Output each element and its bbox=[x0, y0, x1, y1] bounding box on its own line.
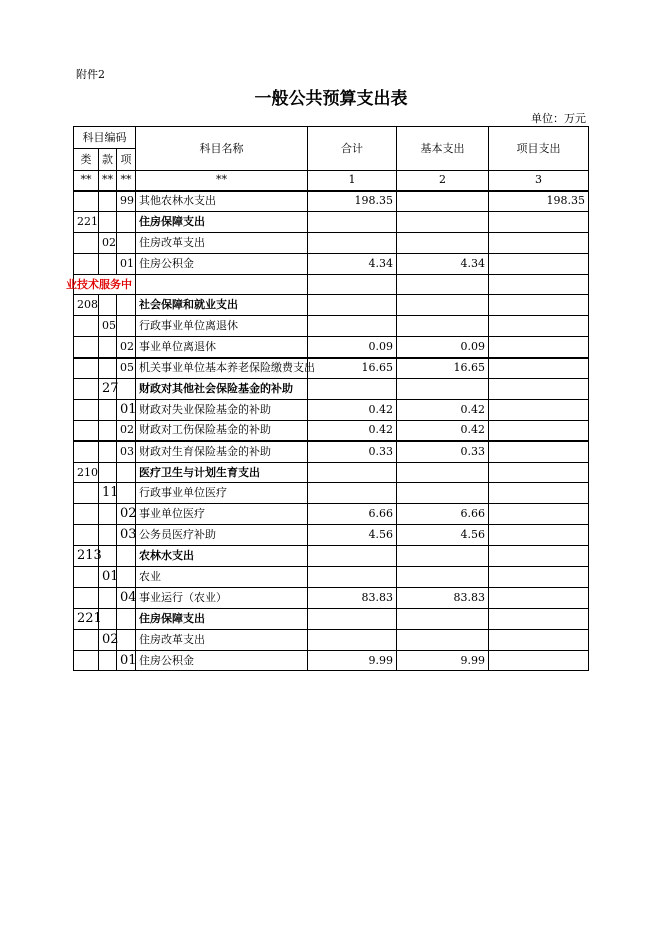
total-cell: 9.99 bbox=[308, 650, 397, 671]
table-row bbox=[74, 504, 589, 525]
total-cell bbox=[308, 608, 397, 629]
table-row bbox=[74, 546, 589, 567]
xiang-code-cell: 01 bbox=[117, 399, 136, 420]
lei-code-cell bbox=[74, 316, 99, 337]
kuan-code-cell bbox=[99, 462, 117, 483]
lei-code-cell: 221 bbox=[74, 211, 99, 232]
subject-name-cell: 其他农林水支出 bbox=[136, 191, 308, 212]
basic-cell: 83.83 bbox=[397, 587, 489, 608]
subject-name-cell: 机关事业单位基本养老保险缴费支出 bbox=[136, 358, 308, 379]
subject-name-cell: 农林水支出 bbox=[136, 546, 308, 567]
subject-name-cell: 事业单位医疗 bbox=[136, 504, 308, 525]
xiang-code-cell bbox=[117, 462, 136, 483]
basic-cell bbox=[397, 483, 489, 504]
subject-name-cell: 公务员医疗补助 bbox=[136, 525, 308, 546]
total-cell bbox=[308, 546, 397, 567]
lei-code-cell bbox=[74, 587, 99, 608]
lei-code-cell: 业技术服务中 bbox=[74, 274, 136, 295]
table-row bbox=[74, 420, 589, 441]
kuan-code-cell: 01 bbox=[99, 567, 117, 588]
basic-cell: 0.42 bbox=[397, 420, 489, 441]
total-cell: 0.42 bbox=[308, 399, 397, 420]
lei-code-cell bbox=[74, 504, 99, 525]
xiang-code-cell bbox=[117, 232, 136, 253]
project-cell bbox=[489, 504, 589, 525]
kuan-code-cell: 02 bbox=[99, 629, 117, 650]
table-row bbox=[74, 525, 589, 546]
subject-name-cell: 住房改革支出 bbox=[136, 232, 308, 253]
xiang-code-cell bbox=[117, 379, 136, 400]
subject-name-cell: 行政事业单位医疗 bbox=[136, 483, 308, 504]
total-cell: 4.56 bbox=[308, 525, 397, 546]
total-cell: 16.65 bbox=[308, 358, 397, 379]
index-cell: 1 bbox=[308, 171, 397, 191]
project-cell bbox=[489, 232, 589, 253]
lei-code-cell bbox=[74, 232, 99, 253]
xiang-code-cell: 02 bbox=[117, 504, 136, 525]
project-cell bbox=[489, 316, 589, 337]
kuan-code-cell bbox=[99, 525, 117, 546]
total-cell: 83.83 bbox=[308, 587, 397, 608]
table-row bbox=[74, 232, 589, 253]
budget-table-body bbox=[66, 127, 589, 671]
subject-name-cell: 社会保障和就业支出 bbox=[136, 295, 308, 316]
total-cell bbox=[308, 316, 397, 337]
xiang-code-cell: 01 bbox=[117, 650, 136, 671]
basic-cell: 4.34 bbox=[397, 253, 489, 274]
kuan-code-cell bbox=[99, 358, 117, 379]
kuan-code-cell bbox=[99, 191, 117, 212]
total-cell: 0.33 bbox=[308, 441, 397, 462]
lei-code-cell bbox=[74, 191, 99, 212]
xiang-code-cell: 03 bbox=[117, 525, 136, 546]
header-xiang: 项 bbox=[117, 149, 136, 171]
kuan-code-cell bbox=[99, 504, 117, 525]
lei-code-cell: 210 bbox=[74, 462, 99, 483]
project-cell bbox=[489, 420, 589, 441]
total-cell bbox=[308, 379, 397, 400]
project-cell bbox=[489, 525, 589, 546]
subject-name-cell: 住房保障支出 bbox=[136, 211, 308, 232]
subject-name-cell: 财政对生育保险基金的补助 bbox=[136, 441, 308, 462]
table-row bbox=[74, 483, 589, 504]
header-total: 合计 bbox=[308, 127, 397, 171]
lei-code-cell bbox=[74, 525, 99, 546]
index-cell: ** bbox=[74, 171, 99, 191]
project-cell bbox=[489, 650, 589, 671]
total-cell bbox=[308, 462, 397, 483]
table-row bbox=[74, 379, 589, 400]
project-cell bbox=[489, 274, 589, 295]
xiang-code-cell: 01 bbox=[117, 253, 136, 274]
header-lei: 类 bbox=[74, 149, 99, 171]
kuan-code-cell bbox=[99, 399, 117, 420]
subject-name-cell bbox=[136, 274, 308, 295]
basic-cell bbox=[397, 295, 489, 316]
basic-cell: 0.09 bbox=[397, 337, 489, 358]
index-cell: 2 bbox=[397, 171, 489, 191]
xiang-code-cell: 02 bbox=[117, 337, 136, 358]
xiang-code-cell: 04 bbox=[117, 587, 136, 608]
index-row bbox=[74, 171, 589, 191]
table-row bbox=[74, 295, 589, 316]
subject-name-cell: 住房改革支出 bbox=[136, 629, 308, 650]
project-cell bbox=[489, 358, 589, 379]
header-row-1 bbox=[74, 127, 589, 149]
kuan-code-cell bbox=[99, 587, 117, 608]
index-cell: ** bbox=[117, 171, 136, 191]
subject-name-cell: 财政对失业保险基金的补助 bbox=[136, 399, 308, 420]
basic-cell: 6.66 bbox=[397, 504, 489, 525]
project-cell bbox=[489, 211, 589, 232]
project-cell bbox=[489, 567, 589, 588]
xiang-code-cell bbox=[117, 316, 136, 337]
basic-cell: 0.42 bbox=[397, 399, 489, 420]
xiang-code-cell bbox=[117, 567, 136, 588]
basic-cell bbox=[397, 232, 489, 253]
kuan-code-cell bbox=[99, 650, 117, 671]
total-cell bbox=[308, 232, 397, 253]
page-title: 一般公共预算支出表 bbox=[254, 89, 408, 109]
basic-cell bbox=[397, 462, 489, 483]
project-cell bbox=[489, 295, 589, 316]
basic-cell: 0.33 bbox=[397, 441, 489, 462]
project-cell bbox=[489, 337, 589, 358]
subject-name-cell: 农业 bbox=[136, 567, 308, 588]
basic-cell bbox=[397, 211, 489, 232]
project-cell bbox=[489, 379, 589, 400]
subject-name-cell: 医疗卫生与计划生育支出 bbox=[136, 462, 308, 483]
basic-cell bbox=[397, 567, 489, 588]
total-cell bbox=[308, 629, 397, 650]
table-row bbox=[74, 191, 589, 212]
kuan-code-cell bbox=[99, 211, 117, 232]
total-cell bbox=[308, 295, 397, 316]
index-cell: 3 bbox=[489, 171, 589, 191]
project-cell bbox=[489, 587, 589, 608]
project-cell bbox=[489, 399, 589, 420]
project-cell bbox=[489, 608, 589, 629]
kuan-code-cell: 02 bbox=[99, 232, 117, 253]
project-cell bbox=[489, 629, 589, 650]
project-cell bbox=[489, 253, 589, 274]
lei-code-cell bbox=[74, 358, 99, 379]
project-cell bbox=[489, 441, 589, 462]
table-row bbox=[74, 441, 589, 462]
header-subject-code: 科目编码 bbox=[74, 127, 136, 149]
project-cell bbox=[489, 546, 589, 567]
lei-code-cell bbox=[74, 420, 99, 441]
total-cell: 0.09 bbox=[308, 337, 397, 358]
kuan-code-cell: 27 bbox=[99, 379, 117, 400]
basic-cell bbox=[397, 608, 489, 629]
budget-table bbox=[66, 126, 589, 671]
lei-code-cell: 221 bbox=[74, 608, 99, 629]
unit-label: 单位：万元 bbox=[531, 112, 586, 125]
kuan-code-cell bbox=[99, 253, 117, 274]
basic-cell: 4.56 bbox=[397, 525, 489, 546]
xiang-code-cell bbox=[117, 546, 136, 567]
subject-name-cell: 事业运行（农业） bbox=[136, 587, 308, 608]
lei-code-cell bbox=[74, 337, 99, 358]
subject-name-cell: 住房公积金 bbox=[136, 650, 308, 671]
total-cell: 4.34 bbox=[308, 253, 397, 274]
subject-name-cell: 住房公积金 bbox=[136, 253, 308, 274]
xiang-code-cell bbox=[117, 295, 136, 316]
project-cell: 198.35 bbox=[489, 191, 589, 212]
table-row bbox=[74, 399, 589, 420]
xiang-code-cell: 03 bbox=[117, 441, 136, 462]
basic-cell: 16.65 bbox=[397, 358, 489, 379]
xiang-code-cell: 99 bbox=[117, 191, 136, 212]
table-row bbox=[74, 629, 589, 650]
kuan-code-cell bbox=[99, 420, 117, 441]
table-row bbox=[74, 274, 589, 295]
xiang-code-cell: 05 bbox=[117, 358, 136, 379]
kuan-code-cell bbox=[99, 441, 117, 462]
basic-cell bbox=[397, 629, 489, 650]
lei-code-cell bbox=[74, 629, 99, 650]
basic-cell bbox=[397, 316, 489, 337]
subject-name-cell: 住房保障支出 bbox=[136, 608, 308, 629]
basic-cell bbox=[397, 274, 489, 295]
header-basic: 基本支出 bbox=[397, 127, 489, 171]
total-cell: 6.66 bbox=[308, 504, 397, 525]
lei-code-cell: 213 bbox=[74, 546, 99, 567]
header-kuan: 款 bbox=[99, 149, 117, 171]
header-project: 项目支出 bbox=[489, 127, 589, 171]
total-cell: 0.42 bbox=[308, 420, 397, 441]
subject-name-cell: 财政对其他社会保险基金的补助 bbox=[136, 379, 308, 400]
total-cell bbox=[308, 274, 397, 295]
total-cell bbox=[308, 483, 397, 504]
subject-name-cell: 行政事业单位离退休 bbox=[136, 316, 308, 337]
lei-code-cell bbox=[74, 483, 99, 504]
total-cell bbox=[308, 567, 397, 588]
table-row bbox=[74, 567, 589, 588]
total-cell bbox=[308, 211, 397, 232]
kuan-code-cell bbox=[99, 337, 117, 358]
xiang-code-cell bbox=[117, 483, 136, 504]
lei-code-cell bbox=[74, 379, 99, 400]
table-row bbox=[74, 650, 589, 671]
table-row bbox=[74, 358, 589, 379]
lei-code-cell bbox=[74, 567, 99, 588]
kuan-code-cell: 05 bbox=[99, 316, 117, 337]
xiang-code-cell bbox=[117, 629, 136, 650]
header-subject-name: 科目名称 bbox=[136, 127, 308, 171]
table-row bbox=[74, 211, 589, 232]
table-row bbox=[74, 462, 589, 483]
table-row bbox=[74, 608, 589, 629]
lei-code-cell: 208 bbox=[74, 295, 99, 316]
subject-name-cell: 事业单位离退休 bbox=[136, 337, 308, 358]
index-cell: ** bbox=[136, 171, 308, 191]
project-cell bbox=[489, 483, 589, 504]
basic-cell bbox=[397, 191, 489, 212]
table-row bbox=[74, 316, 589, 337]
table-row bbox=[74, 587, 589, 608]
xiang-code-cell bbox=[117, 608, 136, 629]
total-cell: 198.35 bbox=[308, 191, 397, 212]
basic-cell: 9.99 bbox=[397, 650, 489, 671]
basic-cell bbox=[397, 379, 489, 400]
kuan-code-cell bbox=[99, 295, 117, 316]
basic-cell bbox=[397, 546, 489, 567]
lei-code-cell bbox=[74, 650, 99, 671]
lei-code-cell bbox=[74, 399, 99, 420]
index-cell: ** bbox=[99, 171, 117, 191]
xiang-code-cell: 02 bbox=[117, 420, 136, 441]
kuan-code-cell: 11 bbox=[99, 483, 117, 504]
subject-name-cell: 财政对工伤保险基金的补助 bbox=[136, 420, 308, 441]
table-row bbox=[74, 253, 589, 274]
xiang-code-cell bbox=[117, 211, 136, 232]
lei-code-cell bbox=[74, 441, 99, 462]
table-row bbox=[74, 337, 589, 358]
lei-code-cell bbox=[74, 253, 99, 274]
project-cell bbox=[489, 462, 589, 483]
attachment-label: 附件2 bbox=[76, 68, 105, 81]
